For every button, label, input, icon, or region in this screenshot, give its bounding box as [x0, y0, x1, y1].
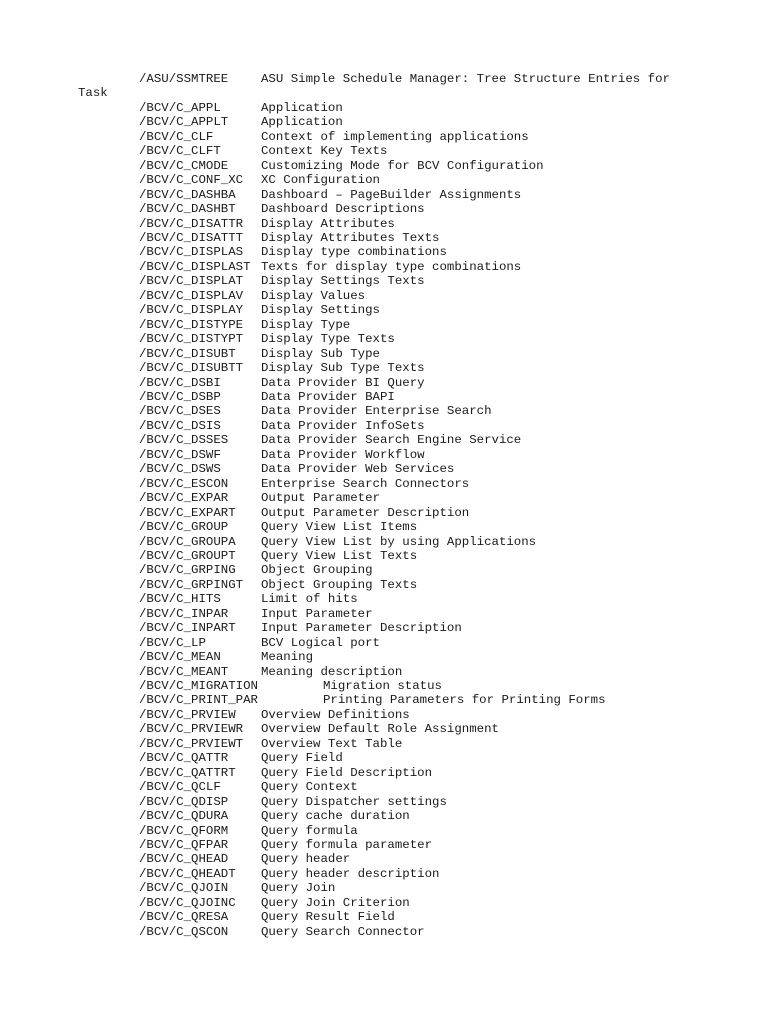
- table-name: /BCV/C_APPLT: [139, 115, 229, 130]
- table-name: /BCV/C_QRESA: [139, 910, 229, 925]
- table-entry: [0, 217, 768, 231]
- table-name: /BCV/C_INPAR: [139, 606, 229, 621]
- table-entry: [0, 838, 768, 852]
- table-entry: [0, 115, 768, 129]
- table-name: /BCV/C_QSCON: [139, 924, 229, 939]
- table-name: /BCV/C_QFORM: [139, 823, 229, 838]
- table-entry: [0, 318, 768, 332]
- table-description: Object Grouping Texts: [261, 577, 418, 592]
- table-description: Enterprise Search Connectors: [261, 476, 470, 491]
- table-description: Limit of hits: [261, 592, 358, 607]
- table-entry: [0, 867, 768, 881]
- table-description: Query Join Criterion: [261, 895, 410, 910]
- table-entry: [0, 101, 768, 115]
- table-name: /BCV/C_QHEAD: [139, 852, 229, 867]
- table-entry: [0, 390, 768, 404]
- table-name: /BCV/C_EXPAR: [139, 491, 229, 506]
- table-entry: [0, 433, 768, 447]
- table-name: /BCV/C_MEAN: [139, 650, 221, 665]
- table-entry: [0, 881, 768, 895]
- table-name: /BCV/C_DSSES: [139, 433, 229, 448]
- table-description: Application: [261, 115, 343, 130]
- table-description: Output Parameter Description: [261, 505, 470, 520]
- table-name: /BCV/C_GROUPA: [139, 534, 236, 549]
- table-name: /BCV/C_MEANT: [139, 664, 229, 679]
- table-entry: [0, 347, 768, 361]
- table-entry: [0, 376, 768, 390]
- table-name: /BCV/C_CLF: [139, 129, 214, 144]
- table-entry: [0, 274, 768, 288]
- table-entry: [0, 809, 768, 823]
- description-wrap-line: Task: [78, 86, 108, 101]
- table-description: XC Configuration: [261, 173, 380, 188]
- table-description: Display Settings Texts: [261, 274, 425, 289]
- table-entry: [0, 289, 768, 303]
- table-entry: [0, 231, 768, 245]
- table-description: Printing Parameters for Printing Forms: [323, 693, 606, 708]
- table-entry: [0, 751, 768, 765]
- table-description: Query header description: [261, 866, 440, 881]
- table-description: Query View List Items: [261, 520, 418, 535]
- table-name: /BCV/C_DISPLAV: [139, 288, 244, 303]
- table-name: /BCV/C_QDISP: [139, 794, 229, 809]
- table-description: Context of implementing applications: [261, 129, 529, 144]
- table-name: /BCV/C_CONF_XC: [139, 173, 244, 188]
- table-name: /BCV/C_QDURA: [139, 809, 229, 824]
- table-description: Query View List Texts: [261, 548, 418, 563]
- table-description: Dashboard – PageBuilder Assignments: [261, 187, 522, 202]
- table-name: /BCV/C_DSWS: [139, 462, 221, 477]
- table-name: /BCV/C_GRPINGT: [139, 577, 244, 592]
- table-entry: [0, 607, 768, 621]
- table-entry: [0, 361, 768, 375]
- table-entry: [0, 419, 768, 433]
- table-entry: [0, 520, 768, 534]
- table-name: /BCV/C_DSBI: [139, 375, 221, 390]
- table-description: Query Dispatcher settings: [261, 794, 447, 809]
- table-description: Context Key Texts: [261, 144, 388, 159]
- table-entry: [0, 824, 768, 838]
- table-entry: [0, 852, 768, 866]
- table-entry: [0, 650, 768, 664]
- table-name: /BCV/C_APPL: [139, 100, 221, 115]
- table-description: Query Search Connector: [261, 924, 425, 939]
- table-name: /BCV/C_DSBP: [139, 389, 221, 404]
- table-name: /BCV/C_DISPLAS: [139, 245, 244, 260]
- table-description: Application: [261, 100, 343, 115]
- table-description: Data Provider InfoSets: [261, 418, 425, 433]
- table-name: /BCV/C_PRVIEW: [139, 707, 236, 722]
- table-name: /BCV/C_QATTR: [139, 751, 229, 766]
- table-description: Overview Definitions: [261, 707, 410, 722]
- table-entry: [0, 404, 768, 418]
- table-entry: [0, 795, 768, 809]
- table-entry: [0, 737, 768, 751]
- table-name: /BCV/C_DISATTR: [139, 216, 244, 231]
- table-name: /BCV/C_ESCON: [139, 476, 229, 491]
- table-description: Data Provider Enterprise Search: [261, 404, 492, 419]
- table-description: Dashboard Descriptions: [261, 202, 425, 217]
- table-entry: [0, 722, 768, 736]
- table-entry: [0, 202, 768, 216]
- table-name: /BCV/C_INPART: [139, 621, 236, 636]
- table-description: Query header: [261, 852, 351, 867]
- table-entry: [0, 506, 768, 520]
- table-name: /BCV/C_QJOIN: [139, 881, 229, 896]
- table-name: /BCV/C_EXPART: [139, 505, 236, 520]
- table-description: Overview Text Table: [261, 736, 403, 751]
- table-description: BCV Logical port: [261, 635, 380, 650]
- table-name: /BCV/C_DISATTT: [139, 230, 244, 245]
- table-entry: [0, 159, 768, 173]
- table-name: /BCV/C_DSIS: [139, 418, 221, 433]
- table-name: /ASU/SSMTREE: [139, 72, 229, 86]
- table-description: Display Sub Type: [261, 346, 380, 361]
- table-name: /BCV/C_HITS: [139, 592, 221, 607]
- table-entry: [0, 563, 768, 577]
- table-entry: [0, 708, 768, 722]
- table-entry: [0, 188, 768, 202]
- table-description: Input Parameter Description: [261, 621, 462, 636]
- table-name: /BCV/C_PRVIEWR: [139, 722, 244, 737]
- table-name: /BCV/C_DASHBT: [139, 202, 236, 217]
- table-entry: [0, 780, 768, 794]
- table-name: /BCV/C_LP: [139, 635, 206, 650]
- table-description: Display type combinations: [261, 245, 447, 260]
- table-description: ASU Simple Schedule Manager: Tree Structure Entries for: [261, 72, 670, 86]
- table-name: /BCV/C_GROUP: [139, 520, 229, 535]
- table-name: /BCV/C_GRPING: [139, 563, 236, 578]
- table-entry: [0, 491, 768, 505]
- table-entry: [0, 260, 768, 274]
- table-description: Meaning: [261, 650, 314, 665]
- table-entry: [0, 173, 768, 187]
- table-description: Query Field: [261, 751, 343, 766]
- table-entry: [0, 462, 768, 476]
- table-entry: [0, 693, 768, 707]
- table-description: Query formula: [261, 823, 358, 838]
- table-entry: [0, 303, 768, 317]
- table-description: Data Provider BAPI: [261, 389, 395, 404]
- table-name: /BCV/C_CMODE: [139, 158, 229, 173]
- table-name: /BCV/C_DISPLAT: [139, 274, 244, 289]
- table-entry: [0, 72, 768, 86]
- table-entry: [0, 621, 768, 635]
- table-entry: [0, 549, 768, 563]
- table-name: /BCV/C_DISUBT: [139, 346, 236, 361]
- table-description: Data Provider Workflow: [261, 447, 425, 462]
- table-entry: [0, 665, 768, 679]
- document-page: [0, 72, 768, 939]
- table-name: /BCV/C_MIGRATION: [139, 679, 258, 694]
- table-name: /BCV/C_DSES: [139, 404, 221, 419]
- table-description: Customizing Mode for BCV Configuration: [261, 158, 544, 173]
- table-description: Display Settings: [261, 303, 380, 318]
- table-description: Texts for display type combinations: [261, 259, 522, 274]
- table-entry: [0, 896, 768, 910]
- table-description: Output Parameter: [261, 491, 380, 506]
- table-entry: [0, 144, 768, 158]
- table-description: Query Join: [261, 881, 336, 896]
- table-description: Query cache duration: [261, 809, 410, 824]
- table-entry: [0, 679, 768, 693]
- table-description: Query Context: [261, 780, 358, 795]
- table-name: /BCV/C_PRINT_PAR: [139, 693, 258, 708]
- table-description: Display Type: [261, 317, 351, 332]
- table-description: Display Values: [261, 288, 366, 303]
- table-entry: [0, 766, 768, 780]
- table-name: /BCV/C_GROUPT: [139, 548, 236, 563]
- table-description: Data Provider BI Query: [261, 375, 425, 390]
- table-name: /BCV/C_PRVIEWT: [139, 736, 244, 751]
- table-name: /BCV/C_DSWF: [139, 447, 221, 462]
- table-entry: [0, 477, 768, 491]
- table-entry: [0, 245, 768, 259]
- table-entry: [0, 910, 768, 924]
- table-description: Query Field Description: [261, 765, 433, 780]
- table-name: /BCV/C_QATTRT: [139, 765, 236, 780]
- table-description: Data Provider Web Services: [261, 462, 455, 477]
- table-name: /BCV/C_DASHBA: [139, 187, 236, 202]
- table-description: Overview Default Role Assignment: [261, 722, 499, 737]
- table-description: Migration status: [323, 679, 442, 694]
- table-entry: [0, 332, 768, 346]
- table-entry: [0, 592, 768, 606]
- table-name: /BCV/C_DISTYPE: [139, 317, 244, 332]
- table-description: Object Grouping: [261, 563, 373, 578]
- table-description: Meaning description: [261, 664, 403, 679]
- table-name: /BCV/C_DISUBTT: [139, 361, 244, 376]
- table-name: /BCV/C_QCLF: [139, 780, 221, 795]
- table-entry: [0, 448, 768, 462]
- table-description: Display Type Texts: [261, 332, 395, 347]
- table-entry: [0, 578, 768, 592]
- table-name: /BCV/C_DISPLAST: [139, 259, 251, 274]
- table-name: /BCV/C_DISPLAY: [139, 303, 244, 318]
- table-name: /BCV/C_QJOINC: [139, 895, 236, 910]
- table-name: /BCV/C_QFPAR: [139, 838, 229, 853]
- table-description: Data Provider Search Engine Service: [261, 433, 522, 448]
- table-name: /BCV/C_DISTYPT: [139, 332, 244, 347]
- table-description: Display Sub Type Texts: [261, 361, 425, 376]
- table-description: Display Attributes Texts: [261, 230, 440, 245]
- table-entry: [0, 636, 768, 650]
- table-description: Query View List by using Applications: [261, 534, 537, 549]
- table-description: Input Parameter: [261, 606, 373, 621]
- table-description: Query formula parameter: [261, 838, 433, 853]
- table-entry: [0, 925, 768, 939]
- table-entry: [0, 130, 768, 144]
- table-entry: [0, 535, 768, 549]
- table-name: /BCV/C_CLFT: [139, 144, 221, 159]
- table-name: /BCV/C_QHEADT: [139, 866, 236, 881]
- table-description: Display Attributes: [261, 216, 395, 231]
- table-description: Query Result Field: [261, 910, 395, 925]
